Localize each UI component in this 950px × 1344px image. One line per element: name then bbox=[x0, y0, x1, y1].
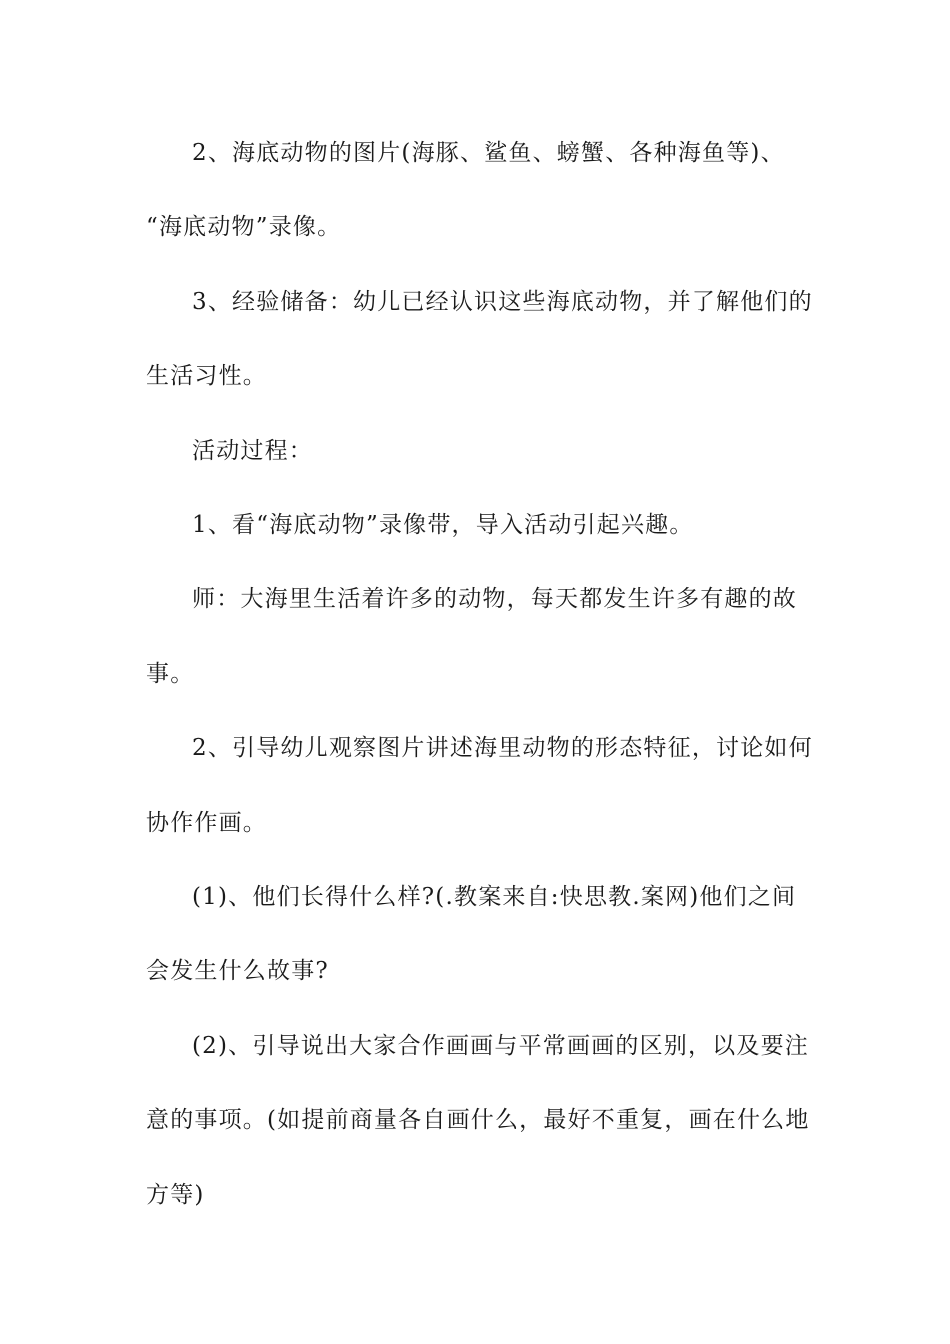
paragraph-line: 事。 bbox=[146, 661, 195, 687]
section-heading: 活动过程： bbox=[192, 438, 313, 464]
paragraph-line: 意的事项。(如提前商量各自画什么，最好不重复，画在什么地 bbox=[146, 1107, 810, 1133]
paragraph-line: (1)、他们长得什么样?(.教案来自:快思教.案网)他们之间 bbox=[192, 884, 797, 910]
paragraph-line: 会发生什么故事? bbox=[146, 958, 329, 984]
paragraph-line: 方等) bbox=[146, 1182, 205, 1208]
paragraph-line: “海底动物”录像。 bbox=[146, 214, 342, 240]
paragraph-line: 师：大海里生活着许多的动物，每天都发生许多有趣的故 bbox=[192, 586, 797, 612]
paragraph-line: (2)、引导说出大家合作画画与平常画画的区别，以及要注 bbox=[192, 1033, 809, 1059]
paragraph-line: 3、经验储备：幼儿已经认识这些海底动物，并了解他们的 bbox=[192, 289, 813, 315]
paragraph-line: 2、海底动物的图片(海豚、鲨鱼、螃蟹、各种海鱼等)、 bbox=[192, 140, 785, 166]
paragraph-line: 生活习性。 bbox=[146, 363, 267, 389]
paragraph-line: 2、引导幼儿观察图片讲述海里动物的形态特征，讨论如何 bbox=[192, 735, 813, 761]
paragraph-line: 协作作画。 bbox=[146, 810, 267, 836]
paragraph-line: 1、看“海底动物”录像带，导入活动引起兴趣。 bbox=[192, 512, 694, 538]
